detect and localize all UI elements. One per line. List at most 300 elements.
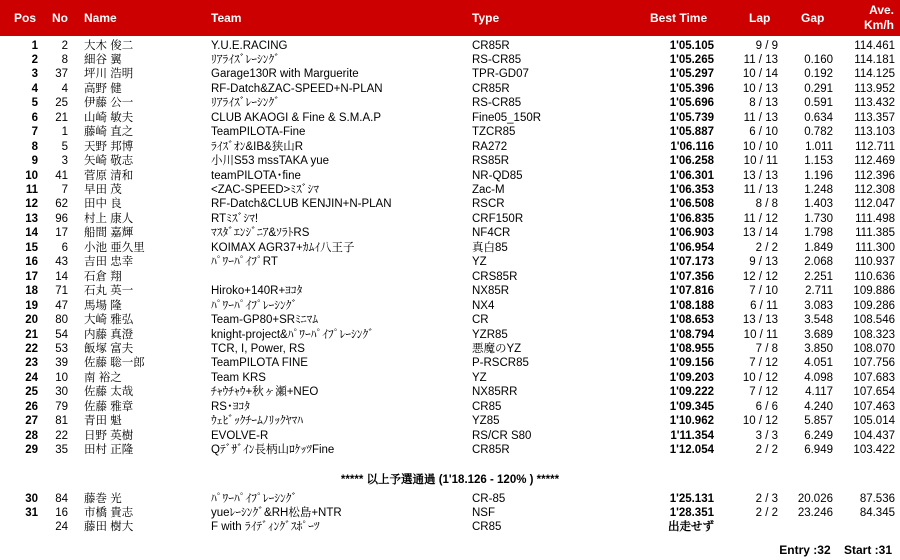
table-row xyxy=(0,270,900,285)
cell-pos: 30 xyxy=(25,492,38,505)
cell-lap: 9 / 9 xyxy=(755,39,778,52)
header-gap: Gap xyxy=(801,11,825,25)
cell-pos: 22 xyxy=(25,342,38,355)
cell-pos: 15 xyxy=(25,241,38,254)
cell-best: 1'09.156 xyxy=(669,357,714,370)
cell-pos: 5 xyxy=(31,97,38,110)
table-row xyxy=(0,342,900,357)
cell-ave: 108.070 xyxy=(853,342,895,355)
cell-team: Y.U.E.RACING xyxy=(211,39,288,52)
cell-lap: 6 / 10 xyxy=(749,126,778,139)
cell-no: 24 xyxy=(55,521,68,534)
cell-name: 矢崎 敬志 xyxy=(84,155,134,168)
cell-lap: 3 / 3 xyxy=(755,429,778,442)
cell-gap: 1.011 xyxy=(805,140,833,153)
cell-best: 1'05.396 xyxy=(669,82,714,95)
cell-best: 1'08.955 xyxy=(669,342,714,355)
cell-team: ﾗｲｽﾞｵﾝ&IB&狭山R xyxy=(211,140,304,153)
cell-gap: 2.251 xyxy=(804,270,833,283)
cell-pos: 13 xyxy=(25,212,38,225)
cell-best: 1'06.835 xyxy=(669,212,714,225)
cell-ave: 113.103 xyxy=(854,126,895,139)
cell-lap: 13 / 14 xyxy=(742,227,778,240)
cell-name: 細谷 翼 xyxy=(84,53,122,66)
cell-type: CR85R xyxy=(472,82,510,95)
cell-best: 1'07.356 xyxy=(669,270,714,283)
cell-type: CR xyxy=(472,314,489,327)
cell-name: 大崎 雅弘 xyxy=(84,314,134,327)
cell-best: 1'08.188 xyxy=(669,299,714,312)
cell-team: TeamPILOTA-Fine xyxy=(211,126,306,139)
cell-name: 佐藤 雅章 xyxy=(84,400,134,413)
cell-name: 藤巻 光 xyxy=(84,492,122,505)
cell-name: 馬場 隆 xyxy=(84,299,122,312)
header-ave-line1: Ave. xyxy=(869,3,894,17)
cell-team: 小川S53 mssTAKA yue xyxy=(211,155,330,168)
cell-gap: 1.153 xyxy=(804,155,833,168)
cell-type: 悪魔のYZ xyxy=(472,342,522,355)
cell-type: RS/CR S80 xyxy=(472,429,532,442)
cell-type: RA272 xyxy=(472,140,508,153)
cell-type: NX4 xyxy=(472,299,495,312)
cell-name: 内藤 真澄 xyxy=(84,328,134,341)
cell-ave: 111.300 xyxy=(855,241,895,254)
cell-lap: 10 / 10 xyxy=(742,140,778,153)
cell-type: YZ xyxy=(472,256,487,269)
cell-name: 石倉 翔 xyxy=(84,270,122,283)
cell-ave: 107.756 xyxy=(853,357,895,370)
cell-pos: 7 xyxy=(31,126,38,139)
cell-lap: 2 / 2 xyxy=(755,241,778,254)
cell-no: 41 xyxy=(55,169,68,182)
cell-lap: 12 / 12 xyxy=(742,270,778,283)
cell-name: 天野 邦博 xyxy=(84,140,134,153)
cell-gap: 0.192 xyxy=(804,68,833,81)
cell-ave: 103.422 xyxy=(853,444,895,457)
cell-pos: 23 xyxy=(25,357,38,370)
cell-no: 21 xyxy=(55,111,68,124)
cell-name: 青田 魁 xyxy=(84,415,122,428)
table-row xyxy=(0,125,900,140)
table-row xyxy=(0,313,900,328)
cell-team: teamPILOTA･fine xyxy=(211,169,301,182)
cell-best: 1'06.508 xyxy=(669,198,714,211)
cell-ave: 87.536 xyxy=(859,492,895,505)
cell-best: 1'05.739 xyxy=(669,111,714,124)
cell-team: KOIMAX AGR37+ｶﾑｲ八王子 xyxy=(211,241,355,254)
cell-name: 村上 康人 xyxy=(84,212,134,225)
cell-pos: 20 xyxy=(25,314,38,327)
cell-gap: 1.403 xyxy=(804,198,833,211)
cell-no: 47 xyxy=(55,299,68,312)
cell-type: NSF xyxy=(472,506,495,519)
cell-no: 37 xyxy=(55,68,68,81)
table-row xyxy=(0,82,900,97)
cell-type: Zac-M xyxy=(472,184,505,196)
cell-lap: 2 / 3 xyxy=(755,492,778,505)
cell-type: CR85 xyxy=(472,400,502,413)
cell-gap: 5.857 xyxy=(804,415,833,428)
cell-lap: 8 / 13 xyxy=(749,97,778,110)
cell-type: NX85RR xyxy=(472,386,518,399)
cell-name: 吉田 忠幸 xyxy=(84,256,134,269)
cell-gap: 3.083 xyxy=(804,299,833,312)
cell-pos: 17 xyxy=(25,270,38,283)
cell-ave: 113.432 xyxy=(854,97,895,110)
cell-lap: 11 / 13 xyxy=(743,53,778,66)
cell-no: 35 xyxy=(55,444,68,457)
table-row xyxy=(0,385,900,400)
cell-best: 1'11.354 xyxy=(670,429,714,442)
cell-lap: 10 / 13 xyxy=(742,82,778,95)
cell-team: Garage130R with Marguerite xyxy=(211,68,359,81)
table-row xyxy=(0,371,900,386)
cell-no: 71 xyxy=(55,285,68,298)
cell-ave: 107.683 xyxy=(853,371,895,384)
cell-gap: 1.730 xyxy=(804,212,833,225)
cell-name: 早田 茂 xyxy=(84,184,122,196)
cell-pos: 10 xyxy=(25,169,38,182)
cell-no: 79 xyxy=(55,400,68,413)
cell-type: NF4CR xyxy=(472,227,511,240)
cell-gap: 2.711 xyxy=(805,285,833,298)
cell-team: Team KRS xyxy=(211,371,266,384)
cell-lap: 2 / 2 xyxy=(755,444,778,457)
table-row xyxy=(0,299,900,314)
cell-name: 大木 俊二 xyxy=(84,39,134,52)
cell-ave: 110.937 xyxy=(854,256,895,269)
cell-best: 1'12.054 xyxy=(669,444,714,457)
cell-ave: 107.654 xyxy=(853,386,895,399)
cell-pos: 31 xyxy=(25,506,38,519)
cell-name: 坪川 浩明 xyxy=(84,68,134,81)
cell-name: 藤崎 直之 xyxy=(84,126,134,139)
cell-pos: 28 xyxy=(25,429,38,442)
cell-ave: 105.014 xyxy=(853,415,895,428)
table-row xyxy=(0,400,900,415)
cell-team: ﾊﾟﾜｰﾊﾟｲﾌﾟRT xyxy=(211,256,278,269)
cell-gap: 1.798 xyxy=(804,227,833,240)
cell-pos: 4 xyxy=(31,82,38,95)
table-row xyxy=(0,226,900,241)
cell-lap: 7 / 10 xyxy=(749,285,778,298)
cell-no: 80 xyxy=(55,314,68,327)
cell-type: Fine05_150R xyxy=(472,111,542,124)
cell-lap: 10 / 11 xyxy=(743,328,778,341)
cell-team: ｳｪﾋﾞｯｸﾁｰﾑﾉﾘｯｸﾔﾏﾊ xyxy=(211,415,303,428)
cell-best: 1'09.222 xyxy=(669,386,714,399)
cell-no: 43 xyxy=(55,256,68,269)
cell-no: 8 xyxy=(61,53,68,66)
cell-best: 1'07.816 xyxy=(669,285,714,298)
cell-no: 7 xyxy=(61,184,68,196)
cell-no: 81 xyxy=(55,415,68,428)
header-name: Name xyxy=(84,11,117,25)
header-best-time: Best Time xyxy=(650,11,708,25)
cell-team: Hiroko+140R+ﾖｺﾀ xyxy=(211,285,303,298)
cell-no: 6 xyxy=(61,241,68,254)
cell-no: 62 xyxy=(55,198,68,211)
cell-type: CR85 xyxy=(472,521,502,534)
cell-lap: 6 / 6 xyxy=(755,400,778,413)
cell-pos: 27 xyxy=(25,415,38,428)
cell-best: 出走せず xyxy=(668,521,714,534)
cell-no: 10 xyxy=(55,371,68,384)
header-no: No xyxy=(52,11,68,25)
cell-best: 1'06.116 xyxy=(670,140,714,153)
cell-gap: 20.026 xyxy=(797,492,833,505)
cell-name: 山崎 敏夫 xyxy=(84,111,134,124)
cell-type: RS85R xyxy=(472,155,510,168)
cell-lap: 8 / 8 xyxy=(755,198,778,211)
table-row xyxy=(0,328,900,343)
cell-lap: 10 / 12 xyxy=(742,371,778,384)
table-row xyxy=(0,96,900,111)
table-row xyxy=(0,520,900,535)
table-row xyxy=(0,197,900,212)
cell-team: RTﾐｽﾞｼﾏ! xyxy=(211,212,259,225)
table-row xyxy=(0,414,900,429)
cell-no: 54 xyxy=(55,328,68,341)
header-ave-speed xyxy=(846,3,894,33)
cell-best: 1'06.353 xyxy=(669,184,714,196)
header-ave-line2: Km/h xyxy=(864,18,894,32)
cell-best: 1'09.203 xyxy=(669,371,714,384)
cell-type: CR85R xyxy=(472,444,510,457)
cell-team: Team-GP80+SRﾐﾆﾏﾑ xyxy=(211,314,319,327)
cell-gap: 4.240 xyxy=(804,400,833,413)
cell-ave: 114.461 xyxy=(854,39,895,52)
table-row xyxy=(0,443,900,458)
table-row xyxy=(0,39,900,54)
cell-gap: 0.291 xyxy=(804,82,833,95)
cell-type: YZ85 xyxy=(472,415,500,428)
cell-ave: 112.047 xyxy=(854,198,895,211)
table-row xyxy=(0,183,900,198)
cell-name: 佐藤 太哉 xyxy=(84,386,134,399)
cell-no: 30 xyxy=(55,386,68,399)
cell-ave: 84.345 xyxy=(859,506,895,519)
cell-team: RF-Datch&ZAC-SPEED+N-PLAN xyxy=(211,82,383,95)
table-row xyxy=(0,255,900,270)
cell-pos: 19 xyxy=(25,299,38,312)
cell-gap: 3.548 xyxy=(804,314,833,327)
cell-best: 1'10.962 xyxy=(669,415,714,428)
cell-type: RSCR xyxy=(472,198,505,211)
cell-pos: 6 xyxy=(31,111,38,124)
entry-count: Entry :32 xyxy=(779,543,831,557)
table-row xyxy=(0,506,900,521)
cell-team: ﾘｱﾗｲｽﾞﾚｰｼﾝｸﾞ xyxy=(211,53,280,66)
cell-type: TZCR85 xyxy=(472,126,516,139)
cell-type: CRS85R xyxy=(472,270,518,283)
cell-pos: 14 xyxy=(25,227,38,240)
cell-best: 1'09.345 xyxy=(669,400,714,413)
cell-ave: 113.952 xyxy=(854,82,895,95)
cell-name: 佐藤 聡一郎 xyxy=(84,357,145,370)
cell-no: 25 xyxy=(55,97,68,110)
cell-ave: 112.711 xyxy=(855,140,895,153)
cell-best: 1'08.653 xyxy=(669,314,714,327)
cell-no: 14 xyxy=(55,270,68,283)
cell-ave: 112.396 xyxy=(854,169,895,182)
cell-team: EVOLVE-R xyxy=(211,429,269,442)
cell-type: RS-CR85 xyxy=(472,53,522,66)
cell-lap: 6 / 11 xyxy=(750,299,778,312)
cell-best: 1'06.301 xyxy=(669,169,714,182)
table-row xyxy=(0,67,900,82)
cell-ave: 110.636 xyxy=(854,270,895,283)
cell-gap: 2.068 xyxy=(804,256,833,269)
cell-ave: 108.323 xyxy=(853,328,895,341)
cell-name: 伊藤 公一 xyxy=(84,97,134,110)
cell-ave: 114.125 xyxy=(854,68,895,81)
cell-lap: 11 / 13 xyxy=(743,184,778,196)
cell-type: 真白85 xyxy=(472,241,508,254)
start-count: Start :31 xyxy=(843,543,892,557)
cell-team: <ZAC-SPEED>ﾐｽﾞｼﾏ xyxy=(211,184,319,196)
cell-pos: 12 xyxy=(25,198,38,211)
cell-type: RS-CR85 xyxy=(472,97,522,110)
table-row xyxy=(0,111,900,126)
cell-name: 小池 亜久里 xyxy=(84,241,145,254)
cell-no: 39 xyxy=(55,357,68,370)
cell-gap: 0.591 xyxy=(804,97,833,110)
cell-team: ﾘｱﾗｲｽﾞﾚｰｼﾝｸﾞ xyxy=(211,97,280,110)
cell-type: P-RSCR85 xyxy=(472,357,529,370)
cell-ave: 111.498 xyxy=(855,212,895,225)
cell-ave: 113.357 xyxy=(854,111,895,124)
cell-ave: 112.469 xyxy=(854,155,895,168)
cell-pos: 8 xyxy=(31,140,38,153)
cell-gap: 1.196 xyxy=(804,169,833,182)
cell-gap: 1.849 xyxy=(804,241,833,254)
cell-ave: 104.437 xyxy=(853,429,895,442)
cell-pos: 26 xyxy=(25,400,38,413)
cell-type: NX85R xyxy=(472,285,510,298)
cell-gap: 4.117 xyxy=(805,386,833,399)
cell-lap: 7 / 12 xyxy=(749,386,778,399)
cell-best: 1'08.794 xyxy=(669,328,714,341)
cell-team: yueﾚｰｼﾝｸﾞ&RH松島+NTR xyxy=(211,506,342,519)
cell-name: 日野 英樹 xyxy=(84,429,134,442)
cell-ave: 112.308 xyxy=(854,184,895,196)
cell-lap: 13 / 13 xyxy=(742,169,778,182)
cell-gap: 0.160 xyxy=(804,53,833,66)
cell-ave: 111.385 xyxy=(855,227,895,240)
cell-lap: 10 / 11 xyxy=(743,155,778,168)
cell-name: 田村 正隆 xyxy=(84,444,134,457)
cell-no: 1 xyxy=(61,126,68,139)
cell-best: 1'05.297 xyxy=(669,68,714,81)
table-row xyxy=(0,241,900,256)
cell-team: ﾊﾟﾜｰﾊﾟｲﾌﾟﾚｰｼﾝｸﾞ xyxy=(211,299,298,312)
header-type: Type xyxy=(472,11,500,25)
header-pos: Pos xyxy=(14,11,37,25)
table-row xyxy=(0,492,900,507)
cell-team: TCR, I, Power, RS xyxy=(211,342,305,355)
cell-type: YZR85 xyxy=(472,328,508,341)
cell-best: 1'05.105 xyxy=(669,39,714,52)
cell-best: 1'07.173 xyxy=(669,256,714,269)
cell-name: 高野 健 xyxy=(84,82,122,95)
cell-team: TeamPILOTA FINE xyxy=(211,357,308,370)
cell-best: 1'25.131 xyxy=(669,492,714,505)
cell-gap: 0.634 xyxy=(804,111,833,124)
cell-ave: 114.181 xyxy=(854,53,895,66)
cell-type: TPR-GD07 xyxy=(472,68,529,81)
cell-no: 22 xyxy=(55,429,68,442)
cell-best: 1'05.696 xyxy=(669,97,714,110)
cell-gap: 3.850 xyxy=(804,342,833,355)
cell-best: 1'06.903 xyxy=(669,227,714,240)
cell-pos: 11 xyxy=(25,184,38,196)
cell-pos: 18 xyxy=(25,285,38,298)
cell-type: CR-85 xyxy=(472,492,506,505)
cell-team: RF-Datch&CLUB KENJIN+N-PLAN xyxy=(211,198,392,211)
cell-team: ﾁｬｳﾁｬｳ+秋ヶ瀬+NEO xyxy=(211,386,319,399)
cell-gap: 6.249 xyxy=(804,429,833,442)
cell-gap: 4.098 xyxy=(804,371,833,384)
cell-ave: 109.886 xyxy=(853,285,895,298)
cell-no: 17 xyxy=(55,227,68,240)
header-team: Team xyxy=(211,11,242,25)
cell-name: 市橋 貴志 xyxy=(84,506,134,519)
table-header xyxy=(0,0,900,36)
cell-name: 石丸 英一 xyxy=(84,285,134,298)
cell-gap: 0.782 xyxy=(804,126,833,139)
table-row xyxy=(0,140,900,155)
cell-team: RS･ﾖｺﾀ xyxy=(211,400,250,413)
qualifying-cutoff-note: ***** 以上予選通過 (1'18.126 - 120% ) ***** xyxy=(340,474,560,486)
table-row xyxy=(0,284,900,299)
cell-pos: 21 xyxy=(25,328,38,341)
cell-name: 藤田 樹大 xyxy=(84,521,134,534)
cell-lap: 11 / 13 xyxy=(743,111,778,124)
cell-name: 飯塚 富夫 xyxy=(84,342,134,355)
table-row xyxy=(0,429,900,444)
cell-team: ﾊﾟﾜｰﾊﾟｲﾌﾟﾚｰｼﾝｸﾞ xyxy=(211,492,298,505)
cell-gap: 4.051 xyxy=(804,357,833,370)
cell-no: 53 xyxy=(55,342,68,355)
cell-lap: 7 / 12 xyxy=(749,357,778,370)
cell-no: 4 xyxy=(61,82,68,95)
cell-name: 田中 良 xyxy=(84,198,122,211)
cell-best: 1'05.887 xyxy=(669,126,714,139)
cell-pos: 16 xyxy=(25,256,38,269)
table-row xyxy=(0,212,900,227)
cell-name: 菅原 清和 xyxy=(84,169,134,182)
cell-pos: 2 xyxy=(31,53,38,66)
cell-lap: 10 / 12 xyxy=(742,415,778,428)
cell-pos: 25 xyxy=(25,386,38,399)
cell-type: CR85R xyxy=(472,39,510,52)
cell-best: 1'06.258 xyxy=(669,155,714,168)
table-row xyxy=(0,53,900,68)
cell-ave: 109.286 xyxy=(853,299,895,312)
cell-gap: 6.949 xyxy=(804,444,833,457)
cell-team: CLUB AKAOGI & Fine & S.M.A.P xyxy=(211,111,382,124)
cell-gap: 23.246 xyxy=(797,506,833,519)
cell-no: 3 xyxy=(61,155,68,168)
cell-best: 1'05.265 xyxy=(669,53,714,66)
cell-best: 1'28.351 xyxy=(669,506,714,519)
cell-type: NR-QD85 xyxy=(472,169,523,182)
cell-team: F with ﾗｲﾃﾞｨﾝｸﾞｽﾎﾟｰﾂ xyxy=(211,521,320,534)
cell-name: 南 裕之 xyxy=(84,371,122,384)
cell-gap: 1.248 xyxy=(804,184,833,196)
cell-team: knight-project&ﾊﾟﾜｰﾊﾟｲﾌﾟﾚｰｼﾝｸﾞ xyxy=(211,328,374,341)
